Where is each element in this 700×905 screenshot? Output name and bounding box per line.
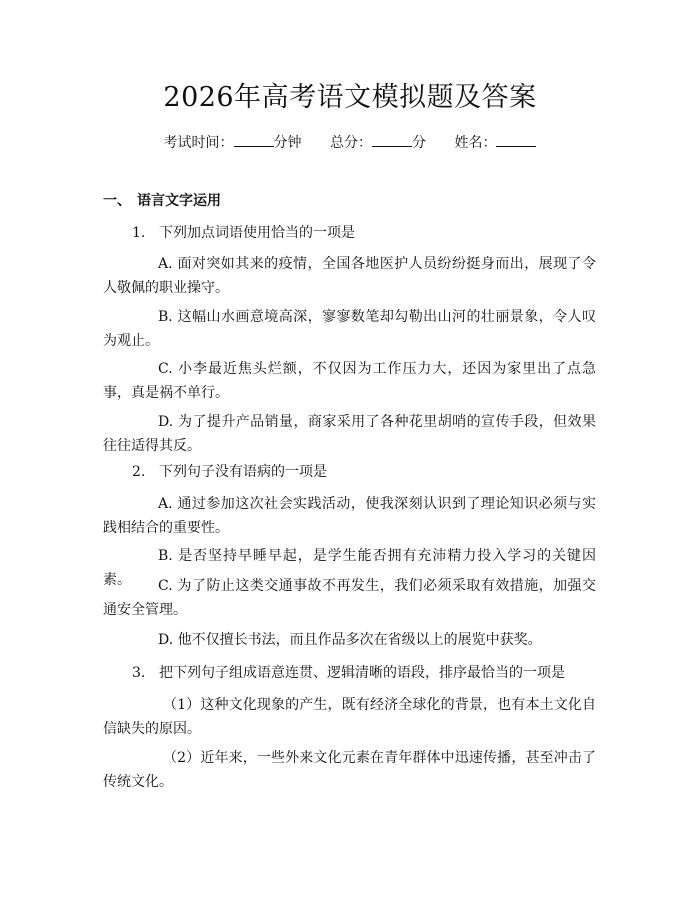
answer-option: C. 为了防止这类交通事故不再发生，我们必须采取有效措施，加强交通安全管理。: [103, 578, 596, 618]
question-number: 3.: [132, 665, 146, 681]
total-score-field: [330, 135, 430, 151]
exam-time-label: 考试时间：: [163, 135, 234, 151]
page-title: 2026年高考语文模拟题及答案: [163, 82, 537, 113]
total-score-unit: 分: [412, 135, 426, 151]
question-stem: [132, 222, 355, 244]
student-name-label: 姓名：: [454, 135, 497, 151]
total-score-label: 总分：: [330, 135, 372, 151]
exam-info-line: [0, 130, 700, 154]
answer-option: A. 通过参加这次社会实践活动，使我深刻认识到了理论知识必须与实践相结合的重要性。: [103, 496, 596, 536]
question-number: 2.: [132, 464, 146, 480]
answer-option: D. 他不仅擅长书法，而且作品多次在省级以上的展览中获奖。: [158, 632, 542, 648]
answer-option: C. 小李最近焦头烂额，不仅因为工作压力大，还因为家里出了点急事，真是祸不单行。: [103, 361, 596, 401]
sentence-item: （2）近年来，一些外来文化元素在青年群体中迅速传播，甚至冲击了传统文化。: [103, 750, 596, 790]
exam-time-field: [164, 135, 306, 151]
section-number: 一、: [103, 193, 131, 209]
exam-time-blank: [234, 130, 274, 147]
question-text: 下列句子没有语病的一项是: [159, 464, 327, 480]
student-name-field: [454, 135, 536, 151]
question-text: 下列加点词语使用恰当的一项是: [159, 225, 355, 241]
question-stem: [132, 461, 327, 483]
total-score-blank: [372, 130, 412, 147]
answer-option: A. 面对突如其来的疫情，全国各地医护人员纷纷挺身而出，展现了令人敬佩的职业操守。: [103, 256, 596, 296]
answer-option: B. 是否坚持早睡早起，是学生能否拥有充沛精力投入学习的关键因素。: [103, 548, 596, 588]
question-text: 把下列句子组成语意连贯、逻辑清晰的语段，排序最恰当的一项是: [159, 665, 565, 681]
question-number: 1.: [132, 225, 146, 241]
section-heading: [103, 190, 221, 212]
exam-time-unit: 分钟: [273, 135, 302, 151]
student-name-blank: [496, 130, 536, 147]
section-title: 语言文字运用: [137, 193, 221, 209]
sentence-item: （1）这种文化现象的产生，既有经济全球化的背景，也有本土文化自信缺失的原因。: [103, 697, 596, 737]
answer-option: B. 这幅山水画意境高深，寥寥数笔却勾勒出山河的壮丽景象，令人叹为观止。: [103, 309, 596, 349]
question-stem: [132, 662, 565, 684]
answer-option: D. 为了提升产品销量，商家采用了各种花里胡哨的宣传手段，但效果往往适得其反。: [103, 414, 596, 454]
